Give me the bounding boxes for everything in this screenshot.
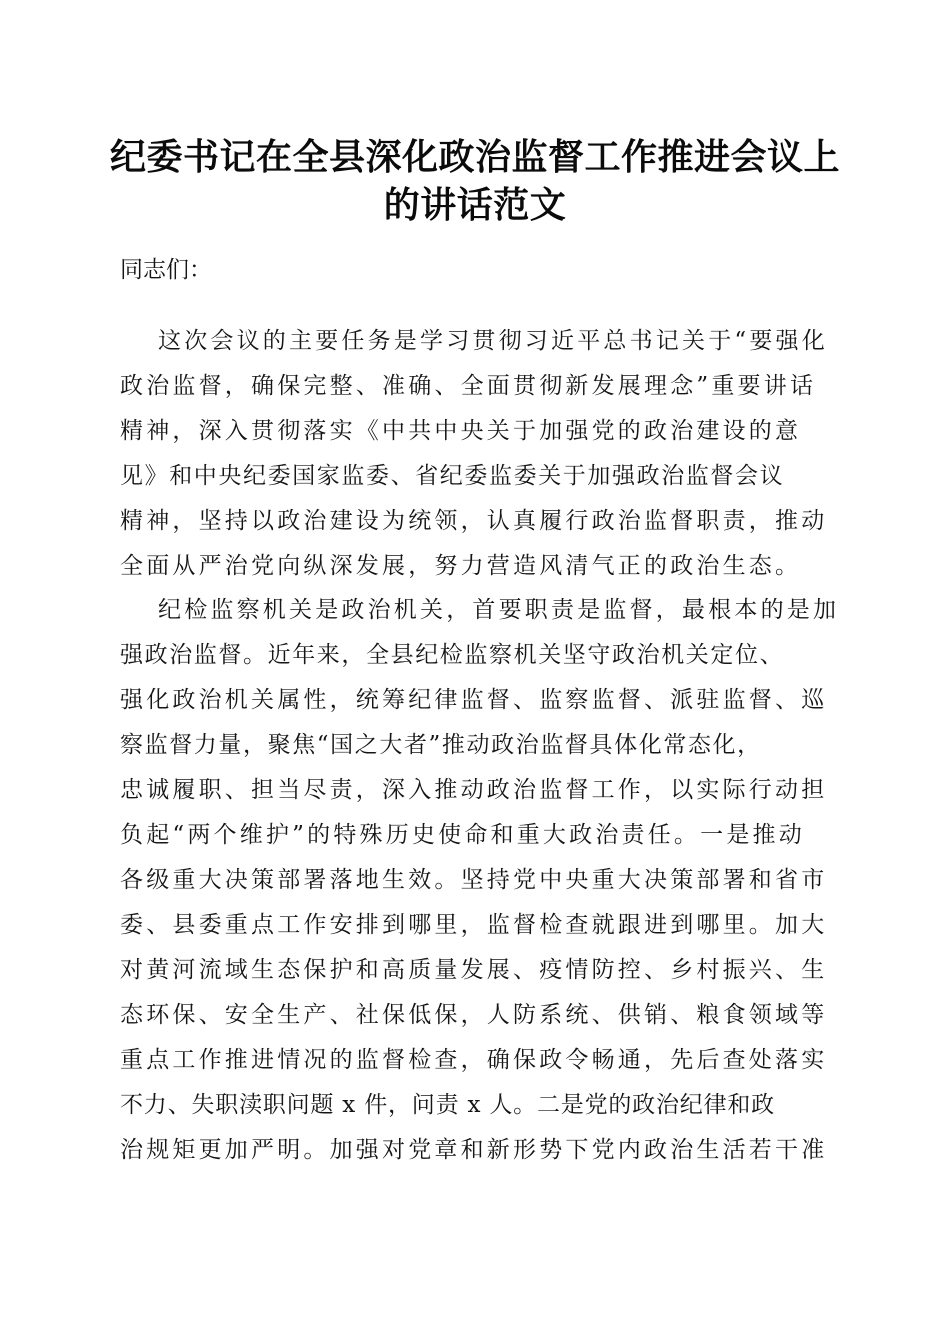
salutation: 同志们： — [120, 257, 212, 283]
paragraph-line: 委、县委重点工作安排到哪里，监督检查就跟进到哪里。加大 — [120, 912, 828, 938]
paragraph-line: 不力、失职渎职问题 x 件，问责 x 人。二是党的政治纪律和政 — [120, 1092, 775, 1118]
paragraph-line: 察监督力量，聚焦“国之大者”推动政治监督具体化常态化， — [120, 732, 762, 758]
paragraph-line: 全面从严治党向纵深发展，努力营造风清气正的政治生态。 — [120, 553, 802, 579]
paragraph-line: 强化政治机关属性，统筹纪律监督、监察监督、派驻监督、巡 — [120, 687, 828, 713]
paragraph-1 — [120, 319, 828, 589]
paragraph-line: 这次会议的主要任务是学习贯彻习近平总书记关于“要强化 — [158, 328, 828, 354]
paragraph-line: 各级重大决策部署落地生效。坚持党中央重大决策部署和省市 — [120, 867, 828, 893]
paragraph-line: 见》和中央纪委国家监委、省纪委监委关于加强政治监督会议 — [120, 463, 785, 489]
document-title — [110, 133, 840, 229]
paragraph-line: 精神，深入贯彻落实《中共中央关于加强党的政治建设的意 — [120, 418, 802, 444]
paragraph-line: 重点工作推进情况的监督检查，确保政令畅通，先后查处落实 — [120, 1047, 828, 1073]
paragraph-line: 政治监督，确保完整、准确、全面贯彻新发展理念”重要讲话 — [120, 373, 817, 399]
paragraph-line: 忠诚履职、担当尽责，深入推动政治监督工作，以实际行动担 — [120, 777, 828, 803]
paragraph-line: 态环保、安全生产、社保低保，人防系统、供销、粮食领域等 — [120, 1002, 828, 1028]
paragraph-line: 纪检监察机关是政治机关，首要职责是监督，最根本的是加 — [158, 597, 840, 623]
paragraph-line: 精神，坚持以政治建设为统领，认真履行政治监督职责，推动 — [120, 508, 828, 534]
title-line: 的讲话范文 — [383, 184, 567, 226]
paragraph-line: 强政治监督。近年来，全县纪检监察机关坚守政治机关定位、 — [120, 642, 785, 668]
paragraph-line: 治规矩更加严明。加强对党章和新形势下党内政治生活若干准 — [120, 1137, 828, 1163]
paragraph-line: 负起“两个维护”的特殊历史使命和重大政治责任。一是推动 — [120, 822, 805, 848]
title-line: 纪委书记在全县深化政治监督工作推进会议上 — [110, 136, 841, 178]
paragraph-2 — [120, 588, 840, 1173]
paragraph-line: 对黄河流域生态保护和高质量发展、疫情防控、乡村振兴、生 — [120, 957, 828, 983]
